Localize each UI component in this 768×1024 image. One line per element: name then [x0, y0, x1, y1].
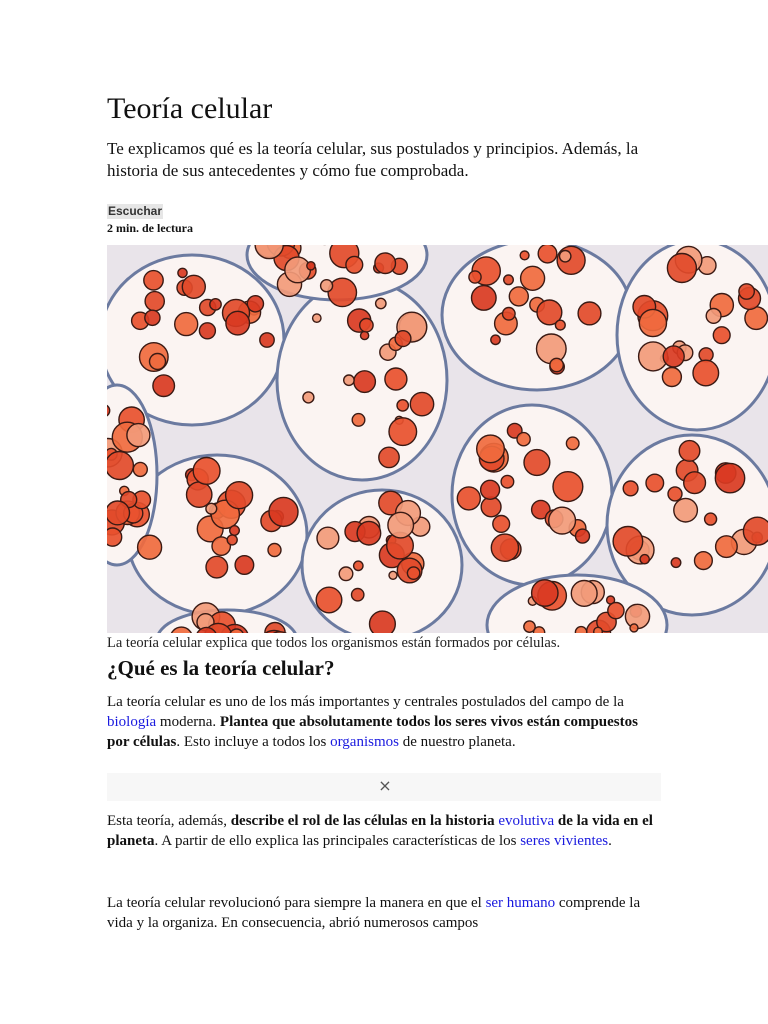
droplet-41	[521, 266, 545, 290]
droplet-154	[613, 527, 643, 557]
droplet-32	[379, 447, 399, 467]
read-time: 2 min. de lectura	[107, 221, 193, 235]
droplet-200	[307, 262, 315, 270]
droplet-119	[407, 567, 419, 579]
droplet-14	[144, 271, 163, 290]
droplet-137	[553, 472, 583, 502]
droplet-9	[210, 299, 221, 310]
droplet-45	[538, 245, 557, 263]
droplet-220	[594, 627, 603, 633]
droplet-22	[397, 400, 408, 411]
p3-text-1: La teoría celular revolucionó para siempre la manera en que el	[107, 895, 486, 911]
droplet-157	[668, 487, 682, 501]
droplet-218	[532, 580, 558, 606]
droplet-87	[268, 544, 281, 557]
droplet-73	[693, 360, 719, 386]
droplet-106	[352, 589, 364, 601]
droplet-205	[575, 627, 586, 633]
droplet-23	[385, 368, 407, 390]
p2-text-2: . A partir de ello explica las principales características de los	[154, 833, 521, 849]
droplet-5	[175, 313, 198, 336]
droplet-90	[187, 482, 212, 507]
droplet-96	[269, 497, 298, 526]
droplet-109	[316, 587, 342, 613]
droplet-143	[674, 498, 698, 522]
droplet-146	[715, 463, 744, 492]
paragraph-1	[107, 692, 663, 752]
droplet-98	[235, 556, 254, 575]
listen-button[interactable]: Escuchar	[108, 204, 163, 218]
droplet-80	[713, 327, 730, 344]
droplet-55	[469, 271, 481, 283]
droplet-159	[743, 517, 768, 545]
droplet-53	[520, 251, 529, 260]
droplet-116	[357, 521, 381, 545]
hero-image	[107, 245, 768, 633]
droplet-147	[679, 441, 700, 462]
p1-text-1: La teoría celular es uno de los más importantes y centrales postulados del campo de la	[107, 694, 624, 710]
droplet-24	[303, 392, 314, 403]
droplet-174	[107, 452, 133, 480]
droplet-36	[389, 418, 417, 446]
droplet-56	[550, 358, 563, 371]
droplet-140	[524, 450, 550, 476]
droplet-60	[503, 308, 516, 321]
p2-text-3: .	[608, 833, 612, 849]
droplet-148	[695, 552, 713, 570]
droplet-129	[493, 516, 510, 533]
link-ser-humano[interactable]: ser humano	[485, 895, 556, 911]
droplet-19	[226, 311, 250, 335]
droplet-219	[608, 603, 624, 619]
droplet-99	[227, 535, 237, 545]
image-caption: La teoría celular explica que todos los organismos están formados por células.	[107, 635, 561, 651]
droplet-179	[107, 501, 130, 525]
cells-illustration	[107, 245, 768, 633]
droplet-215	[524, 621, 535, 632]
droplet-16	[153, 375, 175, 397]
droplet-15	[150, 354, 166, 370]
droplet-139	[517, 433, 530, 446]
droplet-58	[491, 335, 500, 344]
droplet-113	[339, 567, 353, 581]
droplet-128	[491, 534, 518, 561]
droplet-122	[481, 497, 501, 517]
p2-text-1: Esta teoría, además,	[107, 813, 231, 829]
droplet-160	[705, 513, 717, 525]
link-seres-vivientes[interactable]: seres vivientes	[520, 833, 609, 849]
droplet-100	[138, 535, 162, 559]
droplet-11	[178, 268, 187, 277]
droplet-145	[646, 474, 664, 492]
droplet-75	[639, 309, 666, 336]
droplet-34	[410, 392, 433, 415]
p1-text-2: moderna.	[156, 714, 220, 730]
droplet-79	[706, 309, 721, 324]
close-icon[interactable]: ×	[378, 776, 392, 795]
droplet-57	[578, 302, 601, 325]
droplet-50	[504, 275, 514, 285]
droplet-150	[716, 536, 738, 558]
droplet-93	[193, 458, 220, 485]
droplet-20	[145, 310, 160, 325]
paragraph-2	[107, 811, 663, 851]
ad-bar	[107, 773, 661, 801]
section-heading: ¿Qué es la teoría celular?	[107, 656, 335, 680]
article-lede: Te explicamos qué es la teoría celular, sus postulados y principios. Además, la historia de sus antecedentes y cómo fue comprobada.	[107, 139, 639, 180]
droplet-21	[376, 298, 386, 308]
droplet-158	[684, 472, 706, 494]
droplet-141	[623, 481, 638, 496]
droplet-135	[457, 487, 480, 510]
page-title: Teoría celular	[107, 92, 273, 125]
link-biologia[interactable]: biología	[107, 714, 157, 730]
droplet-3	[182, 275, 205, 298]
droplet-95	[230, 526, 240, 536]
droplet-88	[206, 556, 228, 578]
p1-text-4: de nuestro planeta.	[398, 734, 516, 750]
droplet-121	[566, 437, 579, 450]
droplet-105	[354, 561, 363, 570]
droplet-107	[389, 571, 397, 579]
droplet-196	[346, 256, 363, 273]
p2-bold-1: describe el rol de las células en la historia	[230, 813, 499, 829]
droplet-138	[549, 507, 576, 534]
droplet-176	[107, 528, 122, 546]
droplet-78	[739, 284, 754, 299]
droplet-1	[260, 333, 274, 347]
droplet-120	[317, 527, 339, 549]
droplet-194	[285, 257, 311, 283]
p3-text-2: comprende la vida y la organiza. En consecuencia, abrió numerosos campos	[107, 895, 641, 931]
p1-bold-1: Plantea que absolutamente todos los seres vivos están compuestos por células	[107, 714, 638, 750]
droplet-92	[226, 482, 253, 509]
droplet-59	[560, 251, 571, 262]
droplet-13	[199, 323, 215, 339]
droplet-31	[313, 314, 321, 322]
droplet-195	[375, 253, 396, 274]
droplet-27	[354, 371, 376, 393]
droplet-217	[571, 581, 597, 607]
droplet-155	[640, 555, 649, 564]
link-organismos[interactable]: organismos	[330, 734, 399, 750]
droplet-54	[555, 320, 565, 330]
droplet-77	[663, 346, 684, 367]
droplet-35	[344, 375, 354, 385]
droplet-118	[388, 512, 414, 538]
droplet-67	[662, 368, 681, 387]
p2-bold-2: de la vida en el planeta	[107, 813, 653, 849]
droplet-132	[576, 529, 590, 543]
droplet-44	[509, 287, 528, 306]
droplet-151	[671, 558, 681, 568]
droplet-136	[477, 435, 505, 463]
droplet-214	[630, 624, 638, 632]
droplet-197	[321, 280, 333, 292]
droplet-18	[145, 292, 164, 311]
droplet-38	[360, 319, 373, 332]
droplet-47	[472, 286, 497, 311]
droplet-40	[395, 331, 411, 347]
droplet-123	[481, 480, 500, 499]
droplet-94	[206, 503, 217, 514]
link-evolutiva[interactable]: evolutiva	[498, 813, 555, 829]
droplet-72	[667, 254, 696, 283]
droplet-33	[352, 414, 365, 427]
droplet-112	[370, 611, 396, 633]
droplet-127	[501, 475, 514, 488]
p1-text-3: . Esto incluye a todos los	[176, 734, 331, 750]
paragraph-3	[107, 893, 663, 933]
droplet-161	[133, 462, 147, 476]
droplet-42	[537, 334, 567, 364]
droplet-66	[745, 307, 768, 330]
droplet-175	[127, 424, 150, 447]
